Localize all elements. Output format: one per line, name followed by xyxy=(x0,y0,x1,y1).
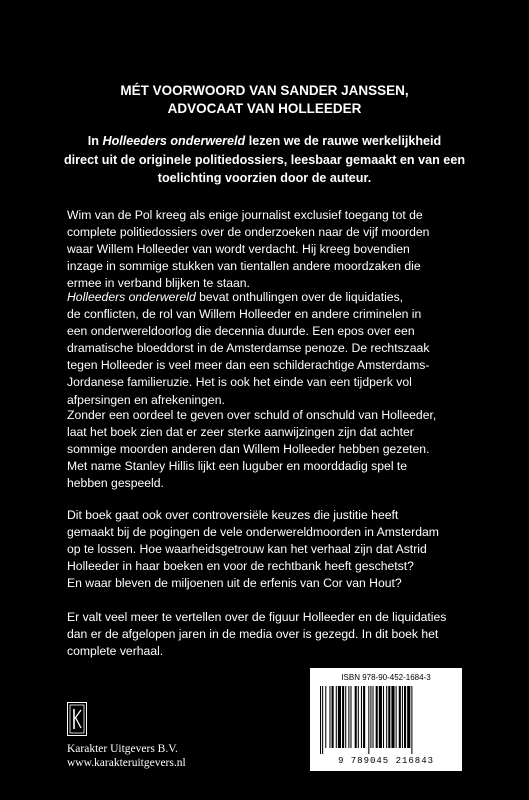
headline-line-1: MÉT VOORWOORD VAN SANDER JANSSEN, xyxy=(120,83,409,98)
barcode-bar xyxy=(322,686,323,754)
intro-blurb xyxy=(0,132,529,188)
paragraph-5 xyxy=(67,609,446,660)
paragraph-line-rest: bevat onthullingen over de liquidaties, xyxy=(195,290,404,304)
paragraph-4 xyxy=(67,507,439,592)
barcode-bar xyxy=(391,686,394,748)
paragraph-line: hebben gespeeld. xyxy=(67,476,164,491)
barcode-bar xyxy=(358,686,359,748)
paragraph-line: Dit boek gaat ook over controversiële keuzes die justitie heeft xyxy=(67,508,399,522)
barcode-bar xyxy=(368,686,369,754)
paragraph-line: sommige moorden anderen dan Willem Holleeder hebben gezeten. xyxy=(67,442,430,457)
barcode-bar xyxy=(370,686,371,748)
paragraph-line xyxy=(67,289,429,306)
intro-line-2: direct uit de originele politiedossiers, leesbaar gemaakt en van een xyxy=(63,152,466,167)
paragraph-line: gemaakt bij de pogingen de vele onderwereldmoorden in Amsterdam xyxy=(67,525,439,540)
barcode-bar xyxy=(336,686,337,748)
isbn-label: ISBN 978-90-452-1684-3 xyxy=(341,673,431,682)
paragraph-line: Met name Stanley Hillis lijkt een luguber en moorddadig spel te xyxy=(67,459,408,474)
book-title-italic: Holleeders onderwereld xyxy=(67,290,196,304)
paragraph-line: inzage in sommige stukken van tientallen andere moordzaken die xyxy=(67,259,421,274)
intro-line-1-pre: In xyxy=(87,134,103,148)
barcode-bar xyxy=(402,686,403,748)
barcode-bar xyxy=(325,686,326,748)
barcode-bar xyxy=(361,686,362,748)
barcode-bar xyxy=(338,686,341,748)
paragraph-line: een onderwereldoorlog die decennia duurde. Een epos over een xyxy=(67,324,415,339)
paragraph-line: Wim van de Pol kreeg als enige journalist exclusief toegang tot de xyxy=(67,208,423,222)
paragraph-line: Jordanese familieruzie. Het is ook het einde van een tijdperk vol xyxy=(67,375,412,390)
paragraph-line: dramatische bloeddorst in de Amsterdamse penoze. De rechtszaak xyxy=(67,341,430,356)
paragraph-line: complete politiedossiers over de onderzoeken naar de vijf moorden xyxy=(67,225,430,240)
paragraph-2 xyxy=(67,289,429,409)
barcode-bar xyxy=(350,686,351,748)
paragraph-line: Zonder een oordeel te geven over schuld of onschuld van Holleeder, xyxy=(67,408,437,422)
barcode-bar xyxy=(386,686,387,748)
headline-line-2: ADVOCAAT VAN HOLLEEDER xyxy=(167,101,362,116)
paragraph-line: En waar bleven de miljoenen uit de erfenis van Cor van Hout? xyxy=(67,576,402,591)
publisher-name: Karakter Uitgevers B.V. xyxy=(67,743,178,755)
paragraph-line: afpersingen en afrekeningen. xyxy=(67,392,225,407)
barcode-bar xyxy=(373,686,374,748)
paragraph-line: complete verhaal. xyxy=(67,644,164,659)
publisher-url: www.karakteruitgevers.nl xyxy=(67,757,186,769)
barcode-digits: 9 789045 216843 xyxy=(337,756,434,766)
barcode-bar xyxy=(399,686,401,748)
barcode-bar xyxy=(404,686,406,748)
barcode-bar xyxy=(320,686,321,754)
paragraph-line: tegen Holleeder is veel meer dan een schilderachtige Amsterdams- xyxy=(67,358,430,373)
paragraph-3 xyxy=(67,407,436,492)
barcode-bar xyxy=(396,686,397,748)
barcode-bar xyxy=(348,686,349,748)
paragraph-line: dan er de afgelopen jaren in de media over is gezegd. In dit boek het xyxy=(67,627,439,642)
paragraph-line: ermee in verband blijken te staan. xyxy=(67,276,250,291)
headline xyxy=(0,82,529,118)
intro-line-3: toelichting voorzien door de auteur. xyxy=(157,171,372,185)
intro-line-1 xyxy=(0,132,529,151)
paragraph-line: waar Willem Holleeder van wordt verdacht. Hij kreeg bovendien xyxy=(67,242,410,257)
barcode-bar xyxy=(376,686,378,748)
publisher-logo-icon xyxy=(67,702,87,736)
barcode-bar xyxy=(379,686,382,748)
barcode-bar xyxy=(407,686,410,748)
paragraph-line: Holleeder in haar boeken en voor de rechtbank heeft geschetst? xyxy=(67,559,414,574)
barcode-bar xyxy=(332,686,334,748)
paragraph-1 xyxy=(67,207,429,292)
barcode-bar xyxy=(329,686,330,748)
paragraph-line: de conflicten, de rol van Willem Holleeder en andere criminelen in xyxy=(67,307,422,322)
isbn-barcode xyxy=(310,668,462,771)
paragraph-line: op te lossen. Hoe waarheidsgetrouw kan het verhaal zijn dat Astrid xyxy=(67,542,427,557)
barcode-bar xyxy=(388,686,390,748)
paragraph-line: laat het boek zien dat er zeer sterke aanwijzingen zijn dat achter xyxy=(67,425,414,440)
barcode-bars xyxy=(318,686,454,754)
intro-line-1-post: lezen we de rauwe werkelijkheid xyxy=(245,134,442,148)
barcode-bar xyxy=(342,686,344,748)
barcode-bar xyxy=(345,686,346,748)
paragraph-line: Er valt veel meer te vertellen over de figuur Holleeder en de liquidaties xyxy=(67,610,447,624)
barcode-bar xyxy=(355,686,357,748)
barcode-bar xyxy=(363,686,365,748)
intro-book-title: Holleeders onderwereld xyxy=(102,134,246,148)
barcode-bar xyxy=(383,686,384,748)
barcode-bar xyxy=(411,686,412,754)
